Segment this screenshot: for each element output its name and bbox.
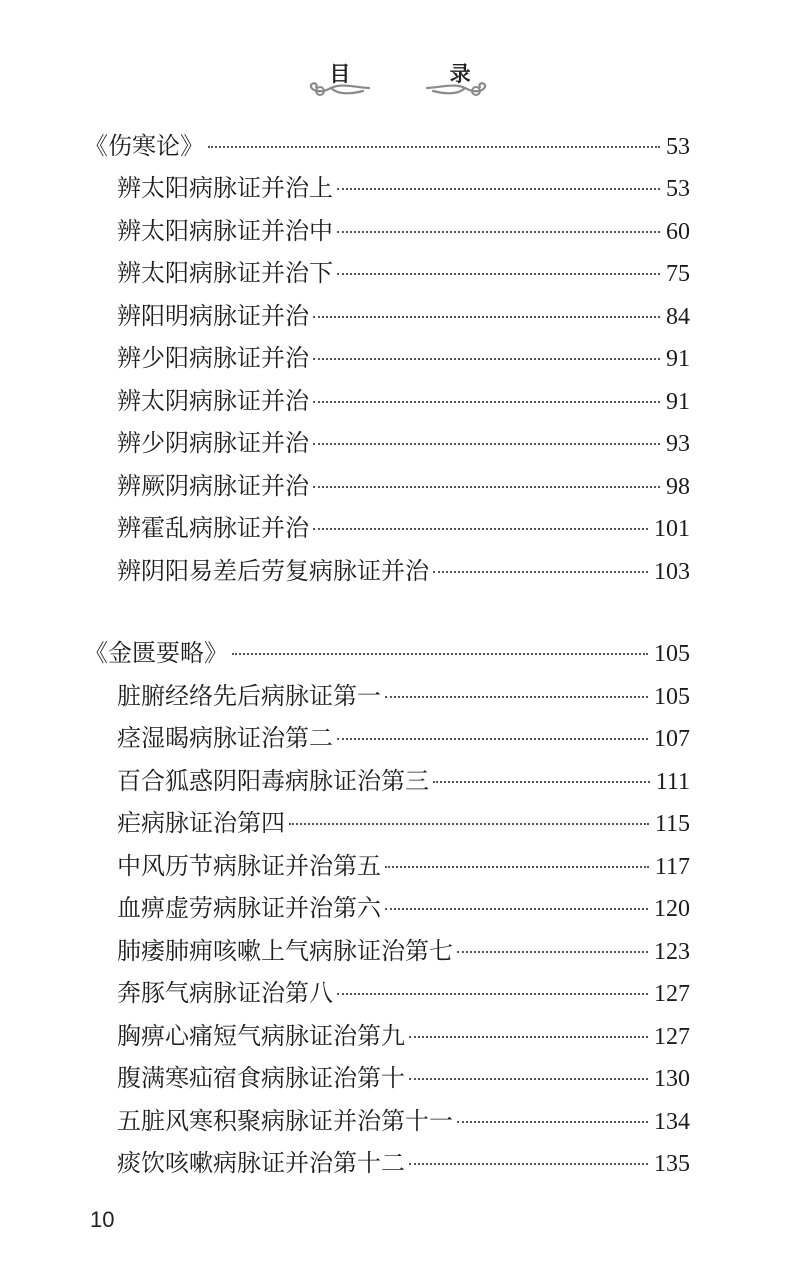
entry-label: 辨太阳病脉证并治中: [117, 217, 333, 245]
page-ref: 115: [654, 811, 690, 837]
toc-entry[interactable]: [117, 718, 690, 758]
dot-leader: [409, 1036, 648, 1038]
dot-leader: [457, 1121, 648, 1123]
entry-label: 五脏风寒积聚病脉证并治第十一: [117, 1107, 453, 1135]
dot-leader: [289, 823, 649, 825]
section-title: 《金匮要略》: [84, 639, 228, 667]
page-ref: 93: [666, 431, 690, 457]
page-ref: 75: [666, 261, 690, 287]
dot-leader: [337, 738, 648, 740]
entry-label: 辨太阳病脉证并治上: [117, 174, 333, 202]
toc-entry[interactable]: [117, 1101, 690, 1141]
toc-entry[interactable]: [117, 803, 690, 843]
entry-label: 辨太阳病脉证并治下: [117, 259, 333, 287]
toc-header: [0, 58, 800, 108]
toc-entry[interactable]: [117, 1058, 690, 1098]
page-ref: 84: [666, 304, 690, 330]
page-title: 目 录: [329, 62, 517, 86]
dot-leader: [208, 146, 660, 148]
page-ref: 105: [654, 684, 690, 710]
entry-label: 辨少阴病脉证并治: [117, 429, 309, 457]
toc-entry[interactable]: [117, 381, 690, 421]
dot-leader: [313, 316, 660, 318]
page-ref: 117: [654, 854, 690, 880]
page-ref: 98: [666, 474, 690, 500]
page-ref: 123: [654, 939, 690, 965]
entry-label: 胸痹心痛短气病脉证治第九: [117, 1022, 405, 1050]
toc-entry[interactable]: [117, 676, 690, 716]
page-ref: 135: [654, 1151, 690, 1177]
dot-leader: [409, 1078, 648, 1080]
toc-section-heading[interactable]: [84, 126, 690, 166]
cloud-scroll-ornament-icon: [303, 79, 371, 99]
entry-label: 脏腑经络先后病脉证第一: [117, 682, 381, 710]
toc-entry[interactable]: [117, 508, 690, 548]
toc-entry[interactable]: [117, 168, 690, 208]
dot-leader: [433, 571, 648, 573]
dot-leader: [313, 443, 660, 445]
toc-entry[interactable]: [117, 973, 690, 1013]
page-ref: 107: [654, 726, 690, 752]
dot-leader: [337, 993, 648, 995]
dot-leader: [409, 1163, 648, 1165]
entry-label: 辨厥阴病脉证并治: [117, 472, 309, 500]
toc-entry[interactable]: [117, 211, 690, 251]
toc-entry[interactable]: [117, 1143, 690, 1183]
dot-leader: [232, 653, 648, 655]
page-ref: 53: [666, 134, 690, 160]
page-ref: 91: [666, 389, 690, 415]
dot-leader: [313, 528, 648, 530]
entry-label: 辨少阳病脉证并治: [117, 344, 309, 372]
dot-leader: [457, 951, 648, 953]
toc-entry[interactable]: [117, 1016, 690, 1056]
entry-label: 奔豚气病脉证治第八: [117, 979, 333, 1007]
dot-leader: [337, 273, 660, 275]
dot-leader: [313, 486, 660, 488]
toc-entry[interactable]: [117, 253, 690, 293]
entry-label: 辨太阴病脉证并治: [117, 387, 309, 415]
entry-label: 辨阴阳易差后劳复病脉证并治: [117, 557, 429, 585]
entry-label: 疟病脉证治第四: [117, 809, 285, 837]
dot-leader: [313, 358, 660, 360]
entry-label: 血痹虚劳病脉证并治第六: [117, 894, 381, 922]
dot-leader: [385, 866, 649, 868]
dot-leader: [433, 781, 650, 783]
section-title: 《伤寒论》: [84, 132, 204, 160]
toc-entry[interactable]: [117, 846, 690, 886]
toc-entry[interactable]: [117, 761, 690, 801]
page-ref: 105: [654, 641, 690, 667]
entry-label: 辨霍乱病脉证并治: [117, 514, 309, 542]
entry-label: 辨阳明病脉证并治: [117, 302, 309, 330]
page-ref: 103: [654, 559, 690, 585]
page-ref: 53: [666, 176, 690, 202]
toc-section-heading[interactable]: [84, 633, 690, 673]
page-ref: 130: [654, 1066, 690, 1092]
toc-entry[interactable]: [117, 931, 690, 971]
toc-entry[interactable]: [117, 338, 690, 378]
dot-leader: [337, 231, 660, 233]
dot-leader: [313, 401, 660, 403]
entry-label: 中风历节病脉证并治第五: [117, 852, 381, 880]
cloud-scroll-ornament-icon: [425, 79, 493, 99]
page-ref: 60: [666, 219, 690, 245]
dot-leader: [385, 908, 648, 910]
page-ref: 120: [654, 896, 690, 922]
toc-entry[interactable]: [117, 423, 690, 463]
entry-label: 痉湿暍病脉证治第二: [117, 724, 333, 752]
entry-label: 肺痿肺痈咳嗽上气病脉证治第七: [117, 937, 453, 965]
entry-label: 腹满寒疝宿食病脉证治第十: [117, 1064, 405, 1092]
entry-label: 百合狐惑阴阳毒病脉证治第三: [117, 767, 429, 795]
page-ref: 127: [654, 1024, 690, 1050]
dot-leader: [337, 188, 660, 190]
entry-label: 痰饮咳嗽病脉证并治第十二: [117, 1149, 405, 1177]
toc-entry[interactable]: [117, 466, 690, 506]
page-number: 10: [90, 1207, 115, 1232]
dot-leader: [385, 696, 648, 698]
page-ref: 91: [666, 346, 690, 372]
page-ref: 134: [654, 1109, 690, 1135]
page-ref: 111: [655, 769, 690, 795]
toc-entry[interactable]: [117, 296, 690, 336]
page-ref: 127: [654, 981, 690, 1007]
toc-entry[interactable]: [117, 551, 690, 591]
page-ref: 101: [654, 516, 690, 542]
toc-entry[interactable]: [117, 888, 690, 928]
